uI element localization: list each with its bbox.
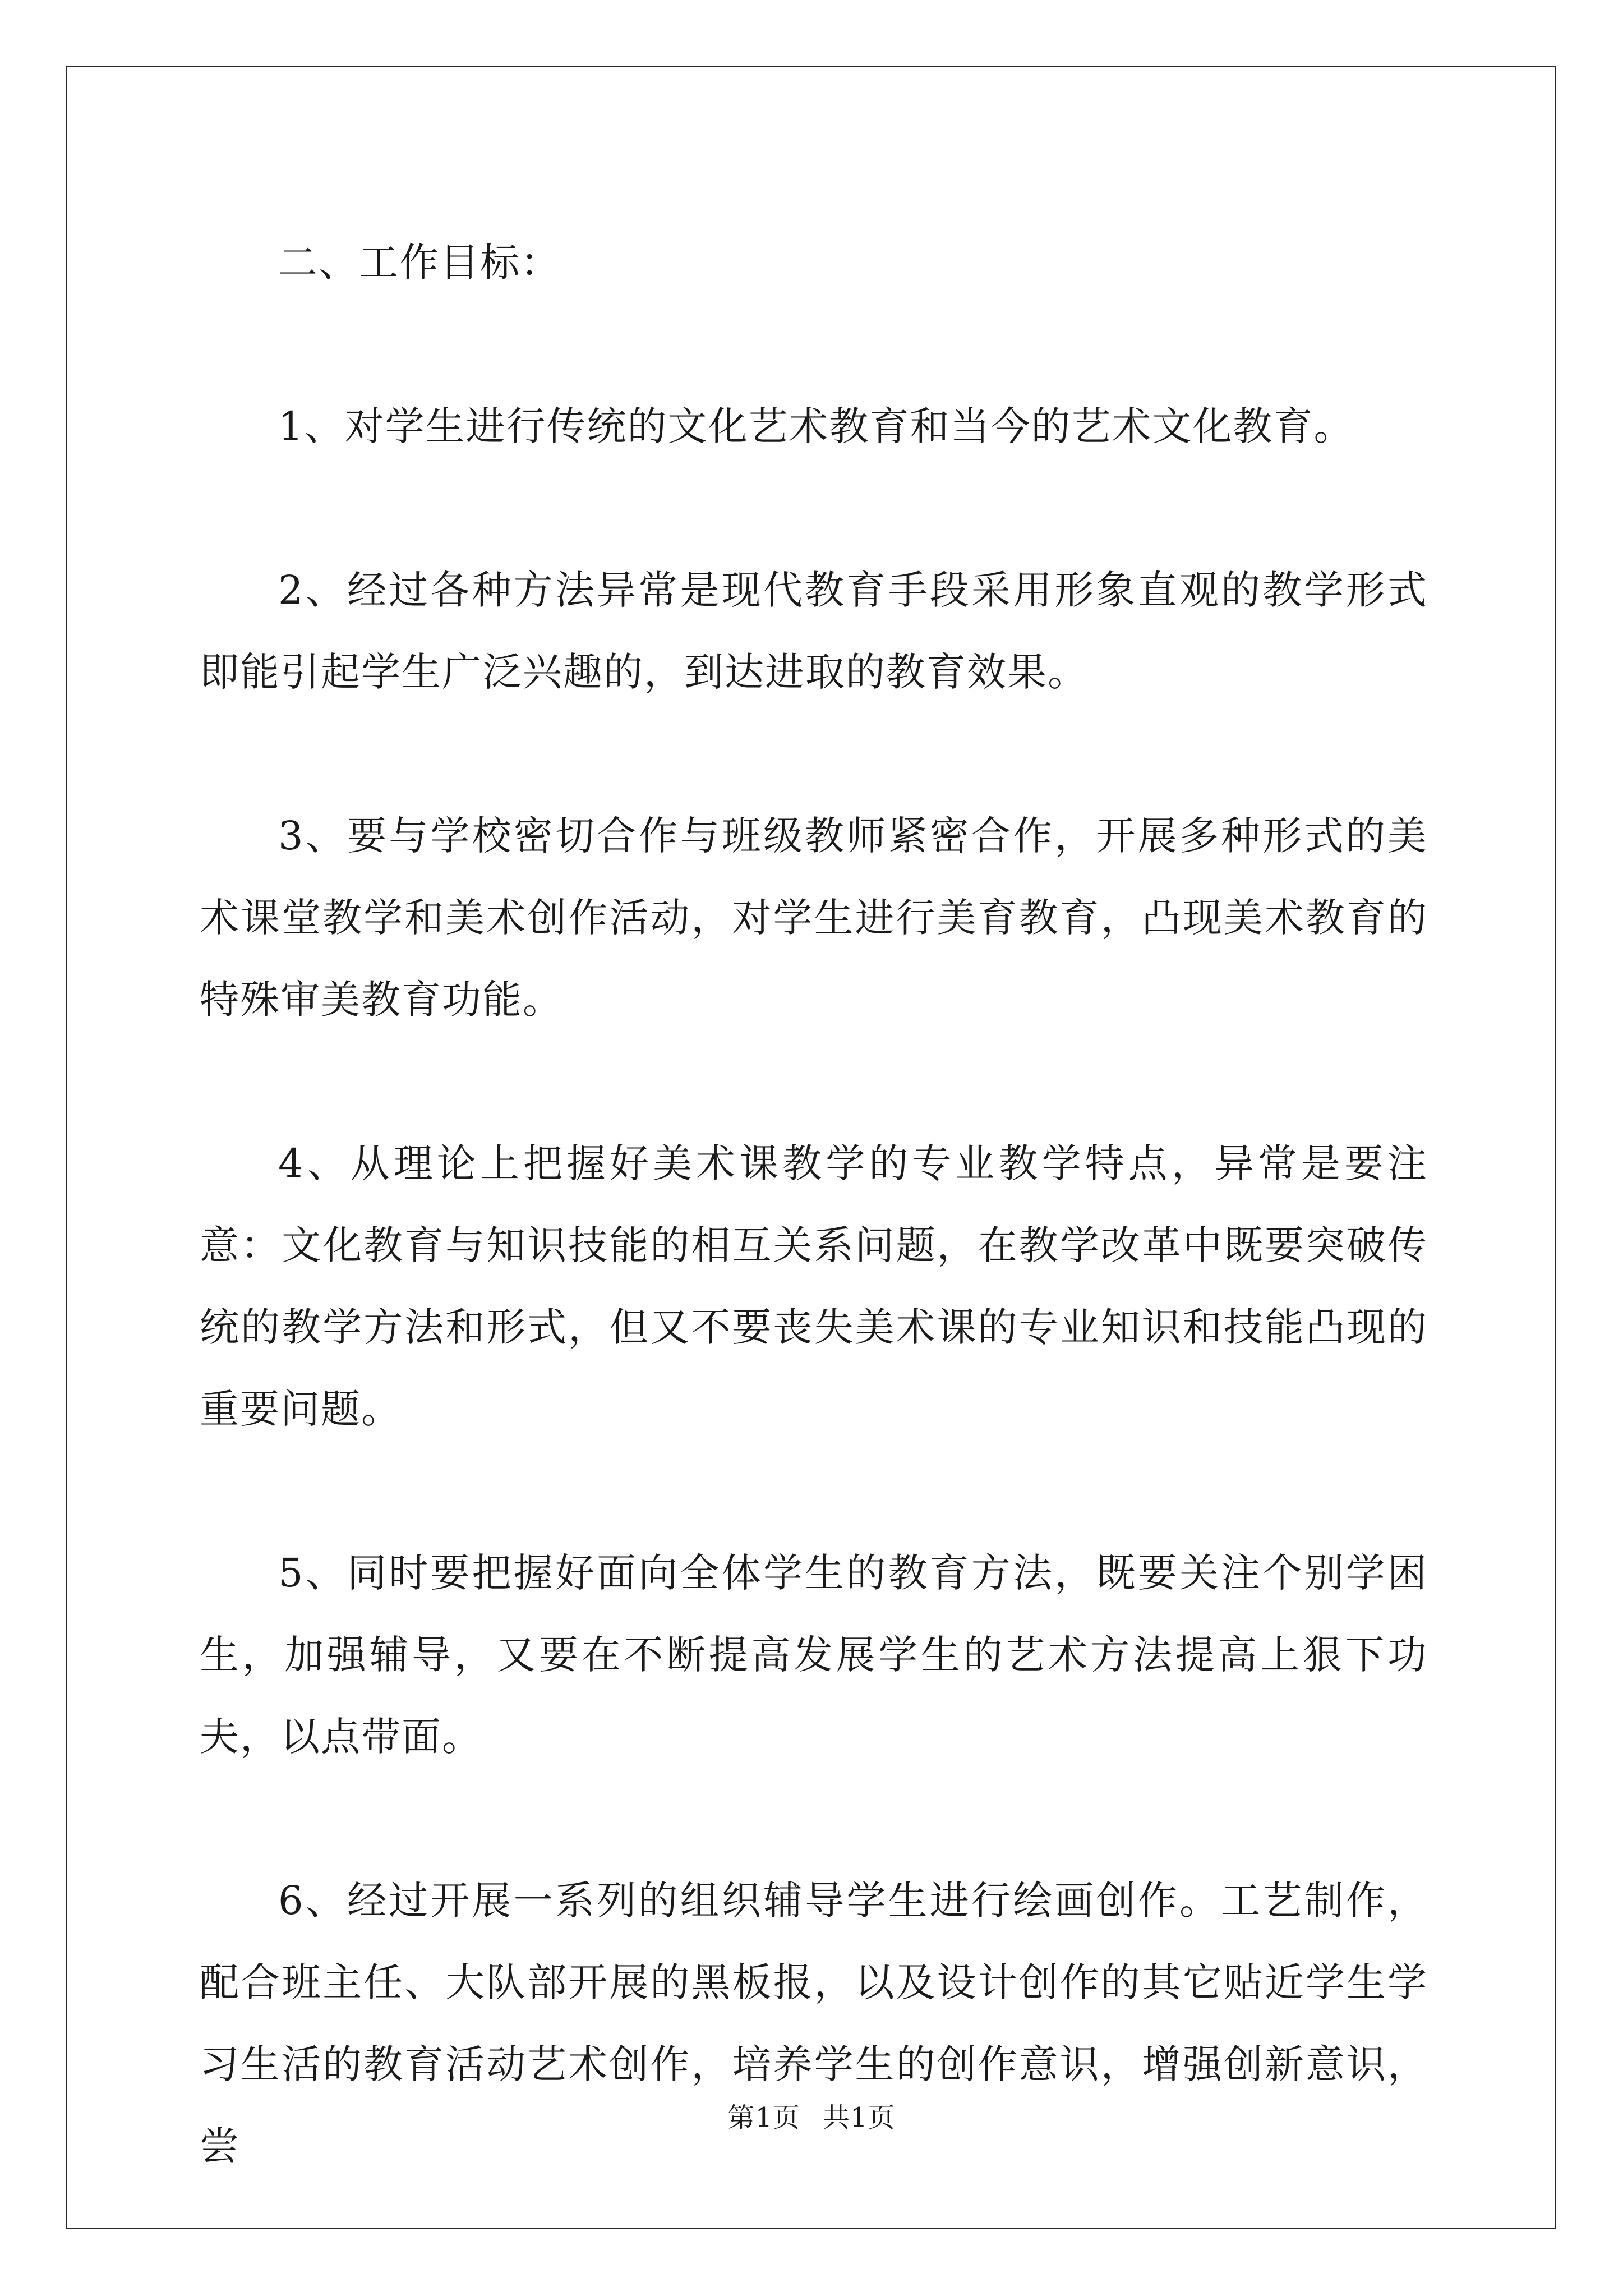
goal-item-1: 1、对学生进行传统的文化艺术教育和当今的艺术文化教育。 bbox=[278, 403, 1354, 449]
page-number: 第1页 bbox=[727, 2102, 800, 2133]
goal-item-6: 6、经过开展一系列的组织辅导学生进行绘画创作。工艺制作，配合班主任、大队部开展的黑板报，以及设计创作的其它贴近学生学习生活的教育活动艺术创作，培养学生的创作意识，增强创新意识，尝 bbox=[200, 1878, 1428, 2169]
heading-work-goals: 二、工作目标： bbox=[278, 240, 561, 286]
page-footer bbox=[0, 2101, 1623, 2134]
document-body bbox=[200, 222, 1428, 2187]
page-total: 共1页 bbox=[823, 2102, 896, 2133]
goal-item-3: 3、要与学校密切合作与班级教师紧密合作，开展多种形式的美术课堂教学和美术创作活动，对学生进行美育教育，凸现美术教育的特殊审美教育功能。 bbox=[200, 813, 1428, 1023]
goal-item-2: 2、经过各种方法异常是现代教育手段采用形象直观的教学形式即能引起学生广泛兴趣的，到达进取的教育效果。 bbox=[200, 567, 1428, 695]
goal-item-4: 4、从理论上把握好美术课教学的专业教学特点，异常是要注意：文化教育与知识技能的相互关系问题，在教学改革中既要突破传统的教学方法和形式，但又不要丧失美术课的专业知识和技能凸现的重要问题。 bbox=[200, 1140, 1428, 1432]
goal-item-5: 5、同时要把握好面向全体学生的教育方法，既要关注个别学困生，加强辅导，又要在不断提高发展学生的艺术方法提高上狠下功夫，以点带面。 bbox=[200, 1550, 1428, 1760]
